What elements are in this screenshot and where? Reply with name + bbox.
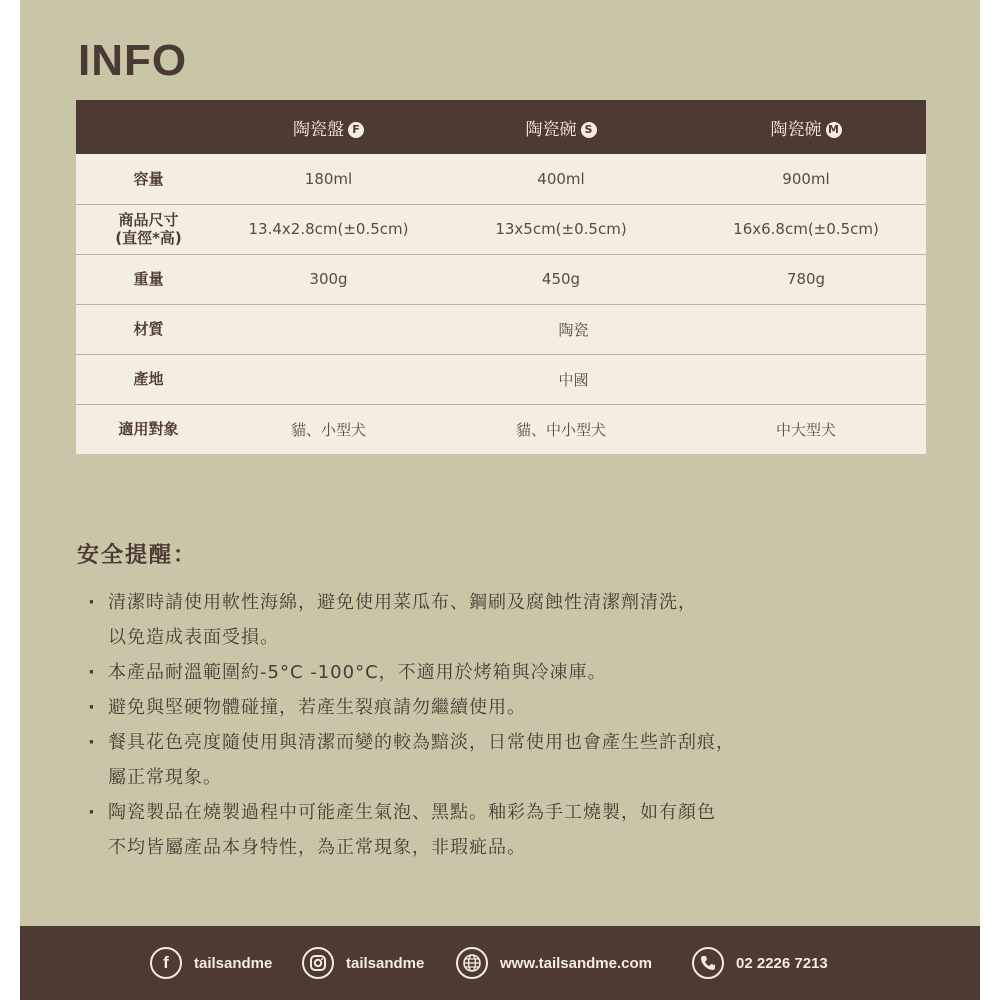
safety-note-line: · 餐具花色亮度隨使用與清潔而變的較為黯淡，日常使用也會產生些許刮痕， [108, 732, 735, 753]
table-cell-merged: 中國 [221, 354, 926, 404]
website-label: www.tailsandme.com [500, 954, 652, 972]
instagram-icon [302, 947, 334, 979]
safety-note [88, 585, 968, 655]
globe-icon [456, 947, 488, 979]
table-cell: 16x6.8cm(±0.5cm) [686, 204, 926, 254]
info-panel [20, 0, 980, 926]
safety-note [88, 725, 968, 795]
right-margin [980, 0, 1000, 1000]
table-row [76, 304, 926, 354]
table-row [76, 404, 926, 454]
spec-table [76, 100, 926, 454]
left-margin [0, 0, 20, 1000]
table-row [76, 354, 926, 404]
row-label-line: 適用對象 [118, 420, 179, 439]
table-cell: 400ml [436, 154, 686, 204]
header-cell [686, 100, 926, 154]
header-label: 陶瓷碗 [770, 119, 822, 140]
table-cell: 300g [221, 254, 436, 304]
spec-table-body [76, 154, 926, 454]
header-cell [76, 100, 221, 154]
website-link[interactable] [456, 946, 652, 980]
table-row [76, 154, 926, 204]
safety-note-line: · 陶瓷製品在燒製過程中可能產生氣泡、黑點。釉彩為手工燒製，如有顏色 [108, 802, 716, 823]
info-title: INFO [78, 36, 188, 85]
safety-note [88, 690, 968, 725]
row-label-line: 材質 [133, 320, 164, 338]
instagram-link[interactable] [302, 946, 424, 980]
row-label [76, 404, 221, 454]
table-cell: 13x5cm(±0.5cm) [436, 204, 686, 254]
safety-note-line: · 本產品耐溫範圍約-5°C -100°C，不適用於烤箱與冷凍庫。 [108, 662, 607, 683]
row-label-line: (直徑*高) [115, 229, 182, 247]
size-badge: F [348, 122, 364, 138]
row-label-line: 容量 [133, 169, 164, 188]
row-label-line: 產地 [133, 370, 164, 388]
table-cell: 900ml [686, 154, 926, 204]
row-label [76, 154, 221, 204]
row-label-line: 重量 [133, 270, 164, 288]
facebook-link[interactable] [150, 946, 272, 980]
safety-note-line: 屬正常現象。 [108, 767, 222, 788]
phone-link[interactable] [692, 946, 828, 980]
table-row [76, 254, 926, 304]
safety-notes [88, 585, 968, 865]
safety-note-line: 以免造成表面受損。 [108, 627, 279, 648]
table-cell-merged: 陶瓷 [221, 304, 926, 354]
footer-bar [20, 926, 980, 1000]
row-label [76, 304, 221, 354]
instagram-label: tailsandme [346, 954, 425, 972]
safety-note [88, 655, 968, 690]
size-badge: S [581, 122, 597, 138]
header-row [76, 100, 926, 154]
size-badge: M [826, 122, 842, 138]
table-cell: 13.4x2.8cm(±0.5cm) [221, 204, 436, 254]
safety-note-line: · 清潔時請使用軟性海綿，避免使用菜瓜布、鋼刷及腐蝕性清潔劑清洗， [108, 592, 697, 613]
header-label: 陶瓷盤 [293, 119, 344, 140]
facebook-label: tailsandme [194, 954, 273, 972]
facebook-icon: f [150, 947, 182, 979]
table-cell: 180ml [221, 154, 436, 204]
phone-icon [692, 947, 724, 979]
safety-note-line: · 避免與堅硬物體碰撞，若產生裂痕請勿繼續使用。 [108, 697, 526, 718]
table-cell: 貓、中小型犬 [436, 404, 686, 454]
phone-label: 02 2226 7213 [736, 954, 828, 972]
table-cell: 780g [686, 254, 926, 304]
row-label [76, 354, 221, 404]
table-row [76, 204, 926, 254]
row-label [76, 254, 221, 304]
row-label [76, 204, 221, 254]
table-cell: 貓、小型犬 [221, 404, 436, 454]
header-label: 陶瓷碗 [525, 119, 577, 140]
header-cell [221, 100, 436, 154]
table-cell: 450g [436, 254, 686, 304]
row-label-line: 商品尺寸 [118, 211, 179, 229]
safety-note-line: 不均皆屬產品本身特性，為正常現象，非瑕疵品。 [108, 837, 526, 858]
safety-note [88, 795, 968, 865]
spec-table-header [76, 100, 926, 154]
header-cell [436, 100, 686, 154]
table-cell: 中大型犬 [686, 404, 926, 454]
safety-title: 安全提醒： [77, 543, 198, 568]
